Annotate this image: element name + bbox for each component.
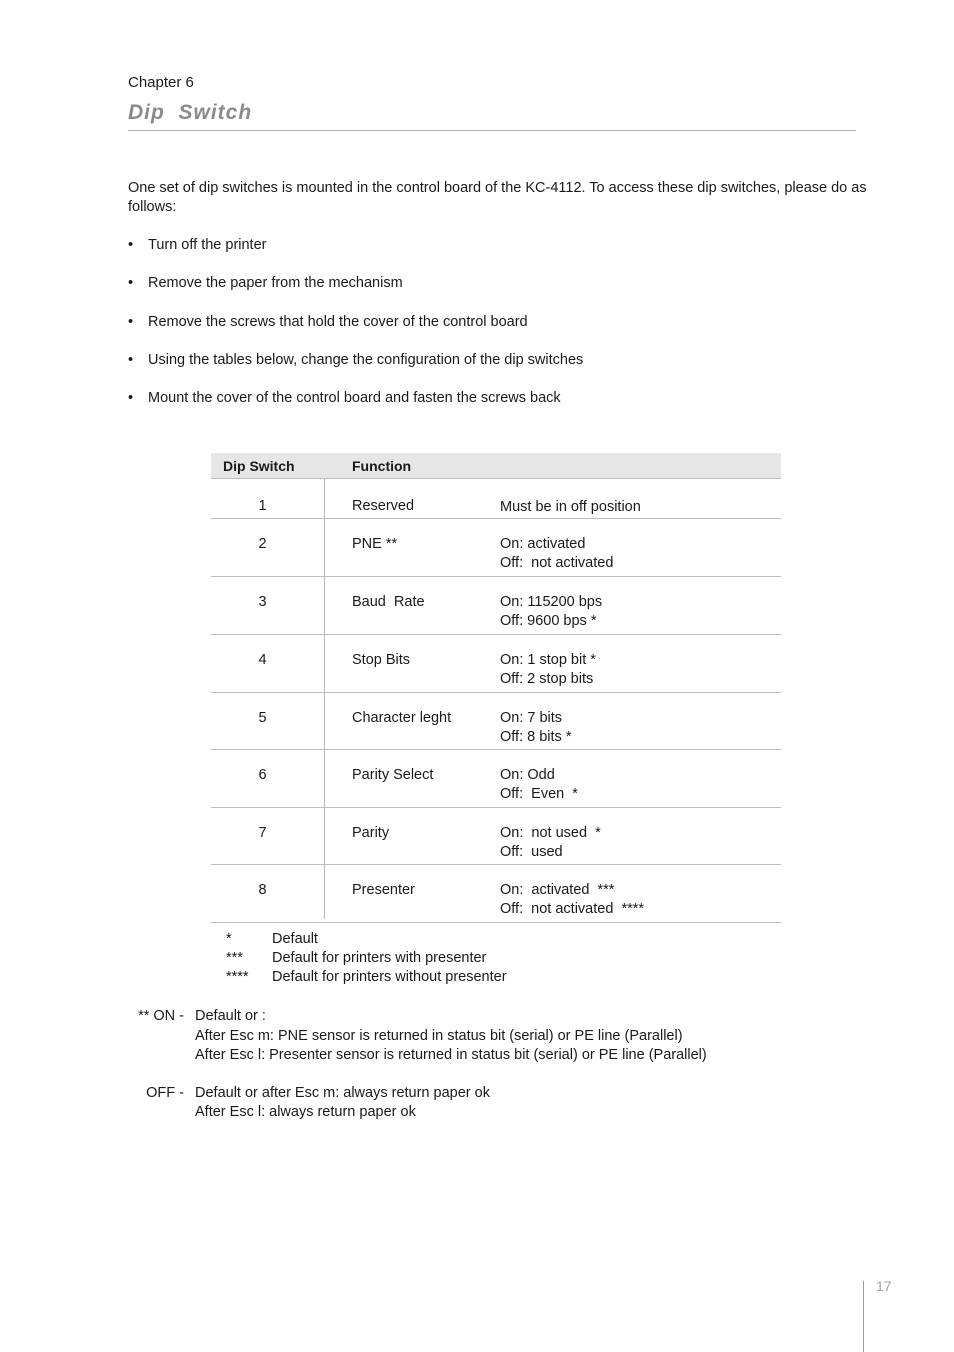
header-dip-switch: Dip Switch (223, 458, 295, 474)
table-row (211, 750, 781, 808)
footnote-text: Default for printers without presenter (272, 969, 507, 985)
page-number: 17 (876, 1278, 892, 1294)
setting-on: On: Odd (500, 767, 555, 783)
footnote-mark: *** (226, 950, 243, 966)
bullet-icon: • (128, 313, 134, 330)
bullet-icon: • (128, 237, 134, 253)
table-row (211, 479, 781, 519)
setting-on: On: activated *** (500, 882, 615, 898)
pne-off-line: After Esc l: always return paper ok (195, 1104, 416, 1120)
page-title: Dip Switch (128, 101, 253, 124)
table-footnotes (226, 930, 507, 987)
table-row (211, 635, 781, 693)
switch-function: Parity Select (352, 767, 434, 783)
pne-off-line: Default or after Esc m: always return paper ok (195, 1085, 490, 1101)
switch-function: Reserved (352, 498, 415, 514)
switch-settings (500, 498, 641, 517)
switch-number: 2 (258, 536, 267, 552)
footnote-text: Default (272, 931, 318, 947)
setting-on: On: not used * (500, 824, 601, 841)
chapter-label: Chapter 6 (128, 74, 194, 91)
footnote-mark: * (226, 931, 232, 947)
bullet-icon: • (128, 351, 134, 368)
switch-function: Character leght (352, 709, 452, 726)
pne-on-label: ** ON - (138, 1008, 184, 1024)
switch-number: 8 (258, 882, 267, 898)
footnote (226, 930, 507, 949)
step-text: Turn off the printer (148, 237, 267, 253)
steps-list (128, 236, 583, 427)
setting-off: Off: not activated **** (500, 901, 645, 917)
switch-settings (500, 881, 644, 919)
step-text: Mount the cover of the control board and fasten the screws back (148, 390, 561, 407)
switch-number: 6 (258, 767, 267, 783)
switch-function: Baud Rate (352, 593, 425, 610)
switch-number: 1 (258, 498, 267, 514)
setting-off: Off: not activated (500, 555, 614, 571)
footnote (226, 949, 507, 968)
title-divider (128, 130, 856, 131)
list-item (128, 313, 583, 351)
table-row (211, 865, 781, 923)
switch-function: Presenter (352, 882, 415, 898)
page-number-divider (863, 1281, 864, 1352)
list-item (128, 274, 583, 312)
dip-switch-table (211, 453, 781, 923)
table-header (211, 453, 781, 479)
intro-paragraph: One set of dip switches is mounted in the control board of the KC-4112. To access these dip switches, please do as follows: (128, 180, 867, 215)
table-row (211, 519, 781, 577)
switch-settings (500, 593, 602, 631)
switch-number: 7 (258, 824, 267, 841)
step-text: Using the tables below, change the configuration of the dip switches (148, 351, 584, 368)
header-function: Function (352, 458, 412, 474)
switch-function: PNE ** (352, 536, 398, 552)
pne-on-line: After Esc l: Presenter sensor is returned in status bit (serial) or PE line (Parallel) (195, 1047, 707, 1063)
list-item (128, 389, 583, 427)
table-row (211, 577, 781, 636)
list-item (128, 236, 583, 274)
footnote-text: Default for printers with presenter (272, 950, 487, 966)
switch-number: 3 (258, 593, 267, 610)
setting-on: On: 7 bits (500, 709, 563, 726)
switch-number: 5 (258, 709, 267, 726)
switch-settings (500, 651, 596, 689)
setting-off: Off: 8 bits * (500, 728, 572, 745)
pne-on-line: Default or : (195, 1008, 266, 1024)
step-text: Remove the screws that hold the cover of the control board (148, 313, 528, 330)
footnote-mark: **** (226, 969, 249, 985)
footnote (226, 968, 507, 987)
setting-on: On: 115200 bps (500, 593, 603, 610)
setting-off: Off: Even * (500, 786, 578, 802)
switch-settings (500, 709, 571, 747)
switch-settings (500, 766, 578, 804)
switch-function: Parity (352, 824, 390, 841)
pne-off-label: OFF - (146, 1085, 184, 1101)
list-item (128, 351, 583, 389)
setting-on: On: activated (500, 536, 586, 552)
step-text: Remove the paper from the mechanism (148, 275, 403, 292)
switch-settings (500, 824, 601, 862)
bullet-icon: • (128, 275, 134, 292)
table-row (211, 693, 781, 751)
bullet-icon: • (128, 390, 134, 407)
switch-function: Stop Bits (352, 652, 411, 668)
switch-settings (500, 535, 613, 573)
setting-off: Off: 9600 bps * (500, 612, 597, 629)
setting-on: Must be in off position (500, 499, 641, 515)
setting-off: Off: 2 stop bits (500, 671, 594, 687)
setting-off: Off: used (500, 843, 563, 860)
setting-on: On: 1 stop bit * (500, 652, 596, 668)
switch-number: 4 (258, 652, 267, 668)
pne-on-line: After Esc m: PNE sensor is returned in status bit (serial) or PE line (Parallel) (195, 1028, 683, 1044)
table-row (211, 808, 781, 866)
